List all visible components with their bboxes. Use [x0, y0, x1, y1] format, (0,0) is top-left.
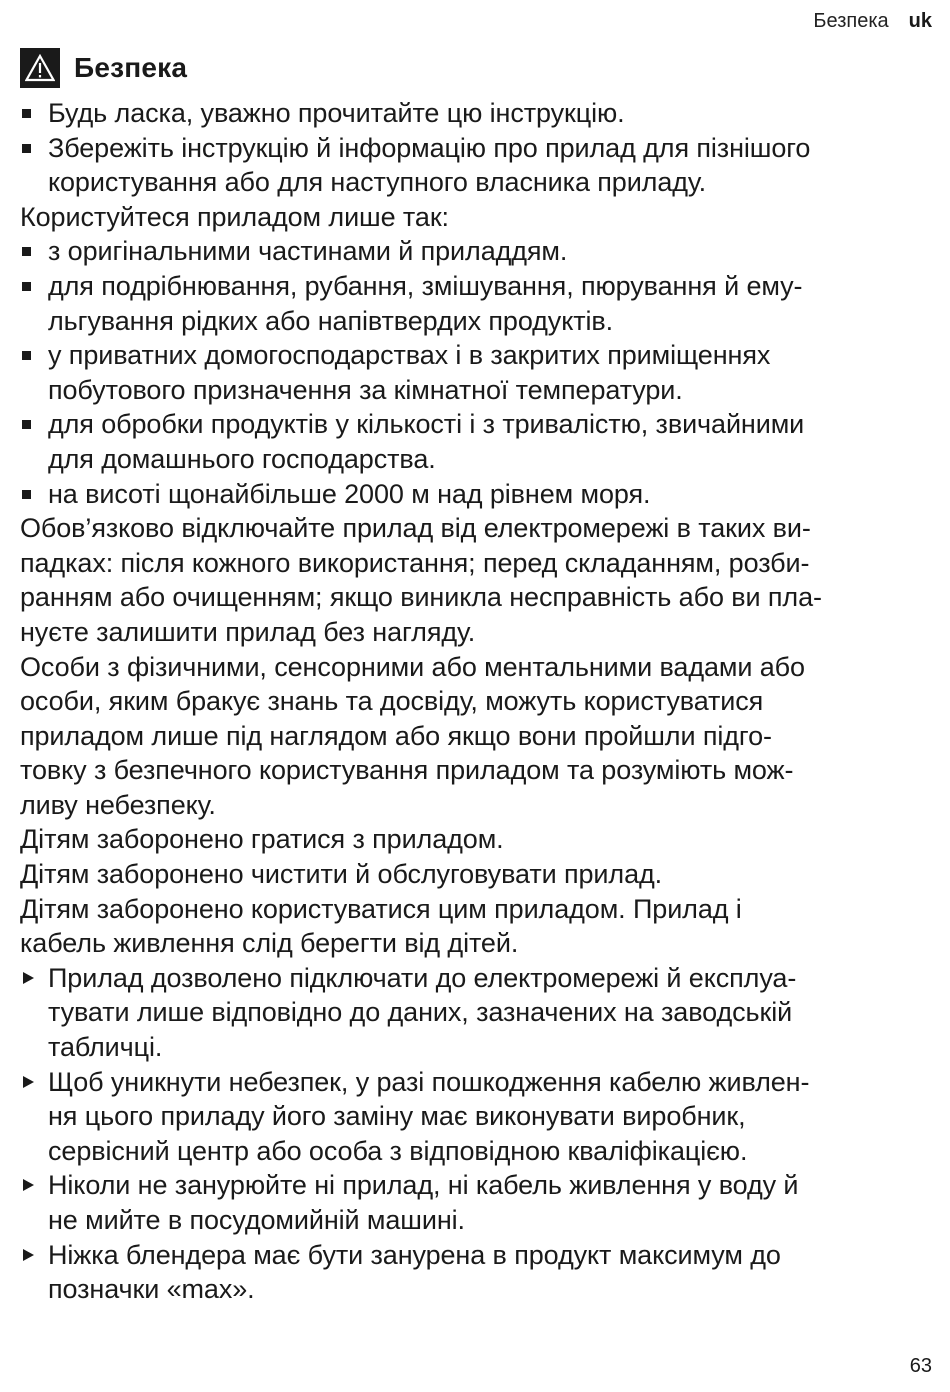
instruction-item: Прилад дозволено підключати до електромережі й експлуа- [20, 961, 935, 996]
continuation-line: для домашнього господарства. [48, 443, 436, 474]
paragraph-line: Користуйтеся приладом лише так: [20, 201, 449, 232]
bullet-item: Збережіть інструкцію й інформацію про прилад для пізнішого [20, 131, 935, 166]
header-language-code: uk [908, 10, 932, 32]
continuation-line: не мийте в посудомийній машині. [48, 1205, 465, 1235]
paragraph-line: Дітям заборонено гратися з приладом. [20, 824, 504, 855]
paragraph-line: приладом лише під наглядом або якщо вони пройшли підго- [20, 720, 772, 751]
running-header [813, 9, 932, 33]
bullet-item: для подрібнювання, рубання, змішування, пюрування й ему- [20, 269, 935, 304]
paragraph-line: Особи з фізичними, сенсорними або ментальними вадами або [20, 651, 805, 682]
paragraph-line: товку з безпечного користування приладом та розуміють мож- [20, 755, 794, 786]
instruction-item: Щоб уникнути небезпек, у разі пошкодження кабелю живлен- [20, 1065, 935, 1100]
paragraph-line: особи, яким бракує знань та досвіду, можуть користуватися [20, 686, 764, 717]
page-number: 63 [909, 1355, 932, 1377]
paragraph-line: Обов’язково відключайте прилад від електромережі в таких ви- [20, 513, 811, 544]
continuation-line: тувати лише відповідно до даних, зазначених на заводській [48, 997, 793, 1028]
continuation-line: користування або для наступного власника приладу. [48, 167, 706, 198]
continuation-line: льгування рідких або напівтвердих продуктів. [48, 305, 614, 336]
instruction-item: Ніжка блендера має бути занурена в продукт максимум до [20, 1238, 935, 1273]
warning-triangle-icon [20, 48, 60, 88]
paragraph-line: Дітям заборонено користуватися цим приладом. Прилад і [20, 893, 742, 924]
section-heading [20, 48, 187, 88]
continuation-line: табличці. [48, 1032, 163, 1063]
continuation-line: позначки «max». [48, 1274, 255, 1305]
bullet-item: на висоті щонайбільше 2000 м над рівнем моря. [20, 477, 935, 512]
paragraph-line: Дітям заборонено чистити й обслуговувати прилад. [20, 859, 663, 890]
paragraph-line: падках: після кожного використання; перед складанням, розби- [20, 547, 810, 578]
bullet-item: для обробки продуктів у кількості і з тривалістю, звичайними [20, 407, 935, 442]
section-title: Безпека [74, 52, 188, 83]
instruction-item: Ніколи не занурюйте ні прилад, ні кабель живлення у воду й [20, 1168, 935, 1203]
continuation-line: ня цього приладу його заміну має виконувати виробник, [48, 1101, 746, 1132]
paragraph-line: нуєте залишити прилад без нагляду. [20, 616, 476, 647]
bullet-item: у приватних домогосподарствах і в закритих приміщеннях [20, 338, 935, 373]
continuation-line: сервісний центр або особа з відповідною кваліфікацією. [48, 1135, 748, 1166]
bullet-item: Будь ласка, уважно прочитайте цю інструкцію. [20, 96, 935, 131]
bullet-item: з оригінальними частинами й приладдям. [20, 234, 935, 269]
paragraph-line: ранням або очищенням; якщо виникла несправність або ви пла- [20, 582, 822, 613]
continuation-line: побутового призначення за кімнатної температури. [48, 374, 683, 405]
header-section-title: Безпека [813, 10, 889, 32]
safety-text-body [20, 96, 935, 1307]
paragraph-line: ливу небезпеку. [20, 789, 216, 820]
paragraph-line: кабель живлення слід берегти від дітей. [20, 928, 519, 959]
